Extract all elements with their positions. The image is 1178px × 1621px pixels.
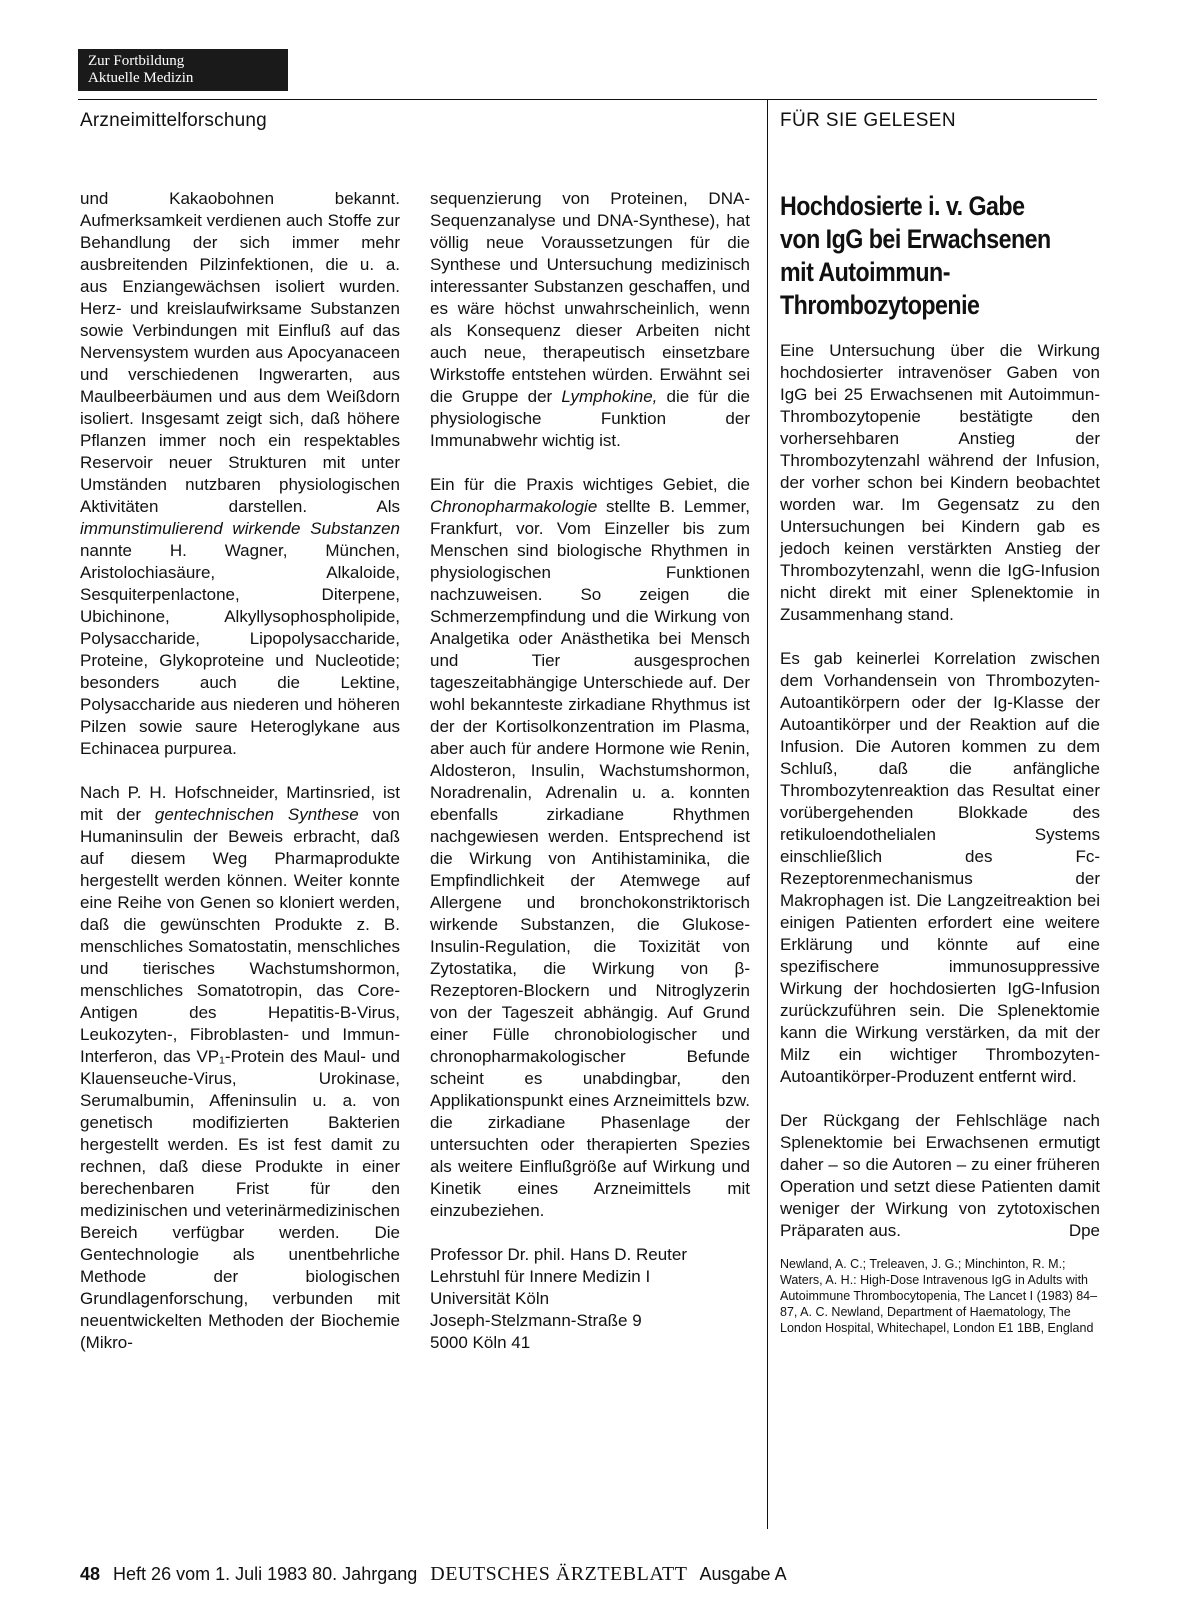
paragraph bbox=[430, 474, 750, 1222]
emphasis: gentechnischen Synthese bbox=[154, 805, 359, 824]
rubric-line-2: Aktuelle Medizin bbox=[88, 70, 194, 86]
address-line: Universität Köln bbox=[430, 1289, 550, 1308]
emphasis: immunstimulierend wirkende Substanzen bbox=[80, 519, 400, 538]
paragraph: Eine Untersuchung über die Wirkung hochdosierter intravenöser Gaben von IgG bei 25 Erwachsenen mit Autoimmun-Thrombozytopenie bestätigte den vorhersehbaren Anstieg der Thrombozytenzahl während der Infusion, der vorher schon bei Kindern beobachtet worden war. Im Gegensatz zu den Untersuchungen bei Kindern gab es jedoch keinen verstärkten Anstieg der Thrombozytenzahl, wenn die IgG-Infusion nicht direkt mit einer Splenektomie in Zusammenhang stand. bbox=[780, 341, 1100, 624]
page-footer bbox=[80, 1563, 787, 1586]
column-divider bbox=[767, 99, 768, 1529]
address-line: Professor Dr. phil. Hans D. Reuter bbox=[430, 1245, 687, 1264]
column-right bbox=[780, 340, 1100, 1336]
text: nannte H. Wagner, München, Aristolochiasäure, Alkaloide, Sesquiterpenlactone, Diterpene, Ubichinone, Alkyllysophospholipide, Polysaccharide, Lipopolysaccharide, Proteine, Glykoproteine und Nucleotide; besonders auch die Lektine, Polysaccharide aus niederen und höheren Pilzen sowie saure Heteroglykane aus Echinacea purpurea. bbox=[80, 541, 400, 758]
top-rule bbox=[78, 99, 1097, 100]
column-middle bbox=[430, 188, 750, 1354]
address-line: 5000 Köln 41 bbox=[430, 1333, 531, 1352]
emphasis: Chronopharmakologie bbox=[430, 497, 598, 516]
journal-name: DEUTSCHES ÄRZTEBLATT bbox=[430, 1563, 688, 1585]
article-title bbox=[780, 190, 1055, 322]
title-line: von IgG bei Erwachsenen bbox=[780, 224, 1051, 254]
page-number: 48 bbox=[80, 1564, 101, 1584]
paragraph bbox=[780, 1110, 1100, 1242]
title-line: Hochdosierte i. v. Gabe bbox=[780, 191, 1025, 221]
emphasis: Lymphokine, bbox=[561, 387, 658, 406]
text: Der Rückgang der Fehlschläge nach Splenektomie bei Erwachsenen ermutigt daher – so die Autoren – zu einer früheren Operation und setzt diese Patienten damit weniger der Wirkung von zytotoxischen Präparaten aus. bbox=[780, 1111, 1100, 1240]
text: die für die physiologische Funktion der Immunabwehr wichtig ist. bbox=[430, 387, 750, 450]
address-line: Joseph-Stelzmann-Straße 9 bbox=[430, 1311, 642, 1330]
rubric-line-1: Zur Fortbildung bbox=[88, 53, 185, 69]
title-line: Thrombozytopenie bbox=[780, 290, 980, 320]
section-label-right: FÜR SIE GELESEN bbox=[780, 110, 956, 131]
text: und Kakaobohnen bekannt. Aufmerksamkeit verdienen auch Stoffe zur Behandlung der sich immer mehr ausbreitenden Pilzinfektionen, die u. a. aus Enziangewächsen isoliert wurden. Herz- und kreislaufwirksame Substanzen sowie Verbindungen mit Einfluß auf das Nervensystem wurden aus Apocyanaceen und verschiedenen Ingwerarten, aus Maulbeerbäumen und aus dem Weißdorn isoliert. Insgesamt zeigt sich, daß höhere Pflanzen immer noch ein respektables Reservoir neuer Strukturen mit unter Umständen nutzbaren physiologischen Aktivitäten darstellen. Als bbox=[80, 189, 401, 516]
paragraph bbox=[430, 188, 750, 452]
paragraph bbox=[80, 782, 400, 1354]
text: Nach P. H. Hofschneider, Martinsried, ist mit der bbox=[80, 783, 400, 824]
text: stellte B. Lemmer, Frankfurt, vor. Vom Einzeller bis zum Menschen sind biologische Rhythmen in physiologischen Funktionen nachzuweisen. So zeigen die Schmerzempfindung und die Wirkung von Analgetika oder Anästhetika bei Mensch und Tier ausgesprochen tageszeitabhängige Unterschiede auf. Der wohl bekannteste zirkadiane Rhythmus ist der der Kortisolkonzentration im Plasma, aber auch für andere Hormone wie Renin, Aldosteron, Insulin, Wachstumshormon, Noradrenalin, Adrenalin u. a. konnten ebenfalls zirkadiane Rhythmen nachgewiesen werden. Entsprechend ist die Wirkung von Antihistaminika, die Empfindlichkeit der Atemwege auf Allergene und bronchokonstriktorisch wirkende Substanzen, die Glukose-Insulin-Regulation, die Toxizität von Zytostatika, die Wirkung von β-Rezeptoren-Blockern und Nitroglyzerin von der Tageszeit abhängig. Auf Grund einer Fülle chronobiologischer und chronopharmakologischer Befunde scheint es unabdingbar, den Applikationspunkt eines Arzneimittels bzw. die zirkadiane Phasenlage der untersuchten oder therapierten Spezies als weitere Einflußgröße auf Wirkung und Kinetik eines Arzneimittels mit einzubeziehen. bbox=[430, 497, 750, 1220]
paragraph bbox=[80, 188, 400, 760]
section-label-left: Arzneimittelforschung bbox=[80, 110, 267, 131]
address-line: Lehrstuhl für Innere Medizin I bbox=[430, 1267, 651, 1286]
paragraph: Es gab keinerlei Korrelation zwischen dem Vorhandensein von Thrombozyten-Autoantikörpern oder der Ig-Klasse der Autoantikörper und der Reaktion auf die Infusion. Die Autoren kommen zu dem Schluß, daß die anfängliche Thrombozytenreaktion das Resultat einer vorübergehenden Blokkade des retikuloendothelialen Systems einschließlich des Fc-Rezeptorenmechanismus der Makrophagen ist. Die Langzeitreaktion bei einigen Patienten erfordert eine weitere Erklärung und könnte auf eine spezifischere immunosuppressive Wirkung der hochdosierten IgG-Infusion zurückzuführen sein. Die Splenektomie kann die Wirkung verstärken, da mit der Milz ein wichtiger Thrombozyten-Autoantikörper-Produzent entfernt wird. bbox=[780, 649, 1100, 1086]
issue-info: Heft 26 vom 1. Juli 1983 80. Jahrgang bbox=[113, 1564, 418, 1584]
title-line: mit Autoimmun- bbox=[780, 257, 950, 287]
reference: Newland, A. C.; Treleaven, J. G.; Minchinton, R. M.; Waters, A. H.: High-Dose Intravenous IgG in Adults with Autoimmune Thrombocytopenia, The Lancet I (1983) 84–87, A. C. Newland, Department of Haematology, The London Hospital, Whitechapel, London E1 1BB, England bbox=[780, 1257, 1098, 1335]
rubric-box bbox=[78, 49, 288, 91]
author-signature: Dpe bbox=[1068, 1221, 1100, 1240]
text: von Humaninsulin der Beweis erbracht, daß auf diesem Weg Pharmaprodukte hergestellt werden können. Weiter konnte eine Reihe von Genen so kloniert werden, daß die gewünschten Produkte z. B. menschliches Somatostatin, menschliches und tierisches Wachstumshormon, menschliches Somatotropin, das Core-Antigen des Hepatitis-B-Virus, Leukozyten-, Fibroblasten- und Immun-Interferon, das VP₁-Protein des Maul- und Klauenseuche-Virus, Urokinase, Serumalbumin, Affeninsulin u. a. von genetisch modifizierten Bakterien hergestellt werden. Es ist fest damit zu rechnen, daß diese Produkte in einer berechenbaren Frist für den medizinischen und veterinärmedizinischen Bereich verfügbar werden. Die Gentechnologie als unentbehrliche Methode der biologischen Grundlagenforschung, verbunden mit neuentwickelten Methoden der Biochemie (Mikro- bbox=[80, 805, 400, 1352]
text: sequenzierung von Proteinen, DNA-Sequenzanalyse und DNA-Synthese), hat völlig neue Voraussetzungen für die Synthese und Untersuchung medizinisch interessanter Substanzen geschaffen, und es wäre höchst unwahrscheinlich, wenn als Konsequenz dieser Arbeiten nicht auch neue, therapeutisch einsetzbare Wirkstoffe entstehen würden. Erwähnt sei die Gruppe der bbox=[430, 189, 750, 406]
text: Ein für die Praxis wichtiges Gebiet, die bbox=[430, 475, 750, 494]
author-address bbox=[430, 1244, 750, 1354]
column-left bbox=[80, 188, 400, 1376]
edition-info: Ausgabe A bbox=[699, 1564, 787, 1584]
